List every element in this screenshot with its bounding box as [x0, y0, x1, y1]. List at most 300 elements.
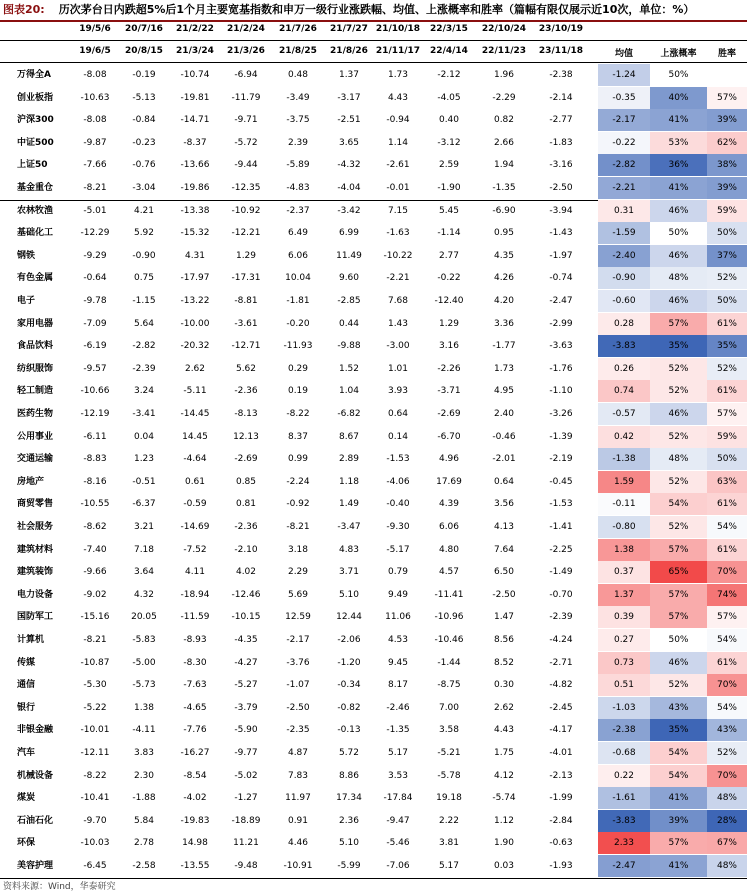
up-probability-cell: 46% — [650, 403, 707, 425]
value-cell: 0.64 — [493, 476, 515, 487]
period-end-date: 21/11/17 — [375, 46, 421, 56]
value-cell: 0.91 — [287, 815, 309, 826]
value-cell: 3.36 — [493, 318, 515, 329]
mean-cell: -0.90 — [598, 267, 650, 289]
value-cell: -2.36 — [234, 386, 258, 397]
up-probability-cell: 50% — [650, 629, 707, 651]
win-rate-cell: 50% — [707, 448, 747, 470]
value-cell: -0.01 — [386, 183, 410, 193]
win-rate-cell: 54% — [707, 697, 747, 719]
value-cell: -6.37 — [132, 499, 156, 510]
value-cell: -1.49 — [549, 567, 573, 578]
value-cell: -5.90 — [234, 725, 258, 736]
mean-cell: 0.31 — [598, 200, 650, 222]
value-cell: -9.66 — [83, 567, 107, 578]
value-cell: -11.41 — [434, 589, 464, 600]
value-cell: 1.94 — [493, 160, 515, 171]
value-cell: 5.10 — [338, 838, 360, 849]
value-cell: 1.04 — [338, 386, 360, 397]
value-cell: 4.21 — [133, 205, 155, 216]
value-cell: 1.29 — [235, 250, 257, 261]
value-cell: -5.13 — [132, 92, 156, 103]
value-cell: -9.78 — [83, 296, 107, 306]
value-cell: -8.13 — [234, 409, 258, 419]
value-cell: -0.63 — [549, 838, 573, 849]
value-cell: 2.40 — [493, 409, 515, 419]
row-label: 基础化工 — [17, 228, 54, 239]
value-cell: -2.25 — [549, 544, 573, 555]
value-cell: -8.08 — [83, 115, 107, 126]
win-rate-cell: 57% — [707, 606, 747, 628]
up-probability-cell: 41% — [650, 109, 707, 131]
row-label: 钢铁 — [17, 250, 36, 261]
value-cell: -8.22 — [286, 409, 310, 419]
value-cell: -4.64 — [183, 454, 207, 465]
value-cell: -8.21 — [83, 635, 107, 645]
value-cell: -2.13 — [549, 770, 573, 781]
value-cell: 7.64 — [493, 544, 515, 555]
value-cell: 1.90 — [493, 838, 515, 849]
period-start-date: 21/7/27 — [330, 24, 368, 34]
period-start-date: 21/2/24 — [227, 24, 265, 34]
win-rate-cell: 52% — [707, 742, 747, 764]
value-cell: 5.84 — [133, 815, 155, 826]
up-probability-cell: 57% — [650, 584, 707, 606]
value-cell: -5.89 — [286, 160, 310, 171]
value-cell: 3.71 — [338, 567, 360, 578]
value-cell: -0.90 — [132, 250, 156, 261]
value-cell: -2.36 — [234, 522, 258, 532]
mean-cell: -2.21 — [598, 177, 650, 199]
value-cell: -19.81 — [180, 92, 210, 103]
win-rate-cell: 39% — [707, 177, 747, 199]
value-cell: 17.69 — [436, 476, 462, 487]
value-cell: -9.29 — [83, 250, 107, 261]
value-cell: -13.66 — [180, 160, 210, 171]
value-cell: 1.49 — [338, 499, 360, 510]
win-rate-cell: 39% — [707, 109, 747, 131]
mean-cell: 0.37 — [598, 561, 650, 583]
value-cell: -6.70 — [437, 431, 461, 442]
value-cell: -10.92 — [231, 205, 261, 216]
mean-cell: 0.73 — [598, 652, 650, 674]
value-cell: -10.74 — [180, 70, 210, 80]
mean-cell: -0.35 — [598, 87, 650, 109]
value-cell: -1.93 — [549, 861, 573, 871]
value-cell: -0.51 — [132, 476, 156, 487]
value-cell: -5.78 — [437, 770, 461, 781]
value-cell: -1.35 — [386, 725, 410, 736]
value-cell: -2.39 — [549, 612, 573, 623]
header-bottom-rule — [0, 62, 747, 63]
value-cell: 0.30 — [493, 680, 515, 691]
value-cell: -17.97 — [180, 273, 210, 284]
value-cell: -3.63 — [549, 341, 573, 352]
win-rate-cell: 57% — [707, 87, 747, 109]
value-cell: -2.14 — [549, 92, 573, 103]
value-cell: -0.46 — [492, 431, 516, 442]
period-end-date: 22/4/14 — [430, 46, 468, 56]
win-rate-cell: 70% — [707, 674, 747, 696]
row-label: 建筑材料 — [17, 544, 54, 555]
value-cell: -2.71 — [549, 657, 573, 668]
up-probability-cell: 46% — [650, 290, 707, 312]
value-cell: -2.50 — [286, 702, 310, 713]
source-note: 资料来源：Wind，华泰研究 — [3, 882, 116, 892]
mean-cell: 1.38 — [598, 539, 650, 561]
value-cell: -10.41 — [80, 793, 110, 804]
value-cell: -7.40 — [83, 544, 107, 555]
value-cell: -4.27 — [234, 657, 258, 668]
value-cell: 5.72 — [338, 748, 360, 758]
value-cell: -3.75 — [286, 115, 310, 126]
value-cell: -7.52 — [183, 544, 207, 555]
up-probability-cell: 53% — [650, 132, 707, 154]
up-probability-cell: 46% — [650, 245, 707, 267]
value-cell: 8.56 — [493, 635, 515, 645]
row-label: 医药生物 — [17, 409, 54, 419]
value-cell: -11.79 — [231, 92, 261, 103]
value-cell: -2.77 — [549, 115, 573, 126]
value-cell: -1.77 — [492, 341, 516, 352]
value-cell: 11.49 — [336, 250, 362, 261]
value-cell: 4.13 — [493, 522, 515, 532]
value-cell: 3.81 — [438, 838, 460, 849]
value-cell: -6.11 — [83, 431, 107, 442]
value-cell: 20.05 — [131, 612, 157, 623]
value-cell: -9.30 — [386, 522, 410, 532]
row-label: 社会服务 — [17, 522, 54, 532]
win-rate-cell: 54% — [707, 516, 747, 538]
mean-cell: 1.37 — [598, 584, 650, 606]
value-cell: 2.29 — [287, 567, 309, 578]
row-label: 农林牧渔 — [17, 205, 54, 216]
period-end-date: 19/6/5 — [79, 46, 111, 56]
value-cell: -2.50 — [549, 183, 573, 193]
value-cell: -10.87 — [80, 657, 110, 668]
up-probability-cell: 35% — [650, 719, 707, 741]
value-cell: -0.92 — [286, 499, 310, 510]
value-cell: 0.79 — [387, 567, 409, 578]
value-cell: -7.09 — [83, 318, 107, 329]
value-cell: 3.83 — [133, 748, 155, 758]
value-cell: -4.02 — [183, 793, 207, 804]
value-cell: 0.03 — [493, 861, 515, 871]
row-label: 计算机 — [17, 635, 45, 645]
win-rate-cell: 70% — [707, 561, 747, 583]
mean-cell: 0.26 — [598, 358, 650, 380]
value-cell: -2.06 — [337, 635, 361, 645]
value-cell: 6.49 — [287, 228, 309, 239]
value-cell: -7.06 — [386, 861, 410, 871]
value-cell: 1.52 — [338, 363, 360, 374]
up-probability-cell: 46% — [650, 200, 707, 222]
up-probability-cell: 50% — [650, 64, 707, 86]
row-label: 环保 — [17, 838, 36, 849]
value-cell: -18.94 — [180, 589, 210, 600]
value-cell: -0.84 — [132, 115, 156, 126]
header-divider — [0, 40, 747, 41]
value-cell: -10.91 — [283, 861, 313, 871]
value-cell: -1.97 — [549, 250, 573, 261]
row-label: 传媒 — [17, 657, 36, 668]
value-cell: 0.64 — [387, 409, 409, 419]
value-cell: -3.71 — [437, 386, 461, 397]
value-cell: -2.50 — [492, 589, 516, 600]
up-probability-cell: 57% — [650, 313, 707, 335]
value-cell: 8.37 — [287, 431, 309, 442]
value-cell: -5.99 — [337, 861, 361, 871]
value-cell: -8.21 — [83, 183, 107, 193]
value-cell: 4.43 — [387, 92, 409, 103]
period-end-date: 22/11/23 — [481, 46, 527, 56]
row-label: 煤炭 — [17, 793, 36, 804]
win-rate-cell: 35% — [707, 335, 747, 357]
win-rate-cell: 61% — [707, 493, 747, 515]
value-cell: 17.34 — [336, 793, 362, 804]
value-cell: -0.74 — [549, 273, 573, 284]
value-cell: 7.18 — [133, 544, 155, 555]
mean-cell: -3.83 — [598, 810, 650, 832]
value-cell: -7.76 — [183, 725, 207, 736]
value-cell: -8.30 — [183, 657, 207, 668]
value-cell: 4.31 — [184, 250, 206, 261]
win-rate-cell: 50% — [707, 222, 747, 244]
value-cell: 4.20 — [493, 296, 515, 306]
figure-label: 图表20: — [3, 3, 45, 16]
value-cell: 8.52 — [493, 657, 515, 668]
win-rate-cell: 28% — [707, 810, 747, 832]
value-cell: -1.07 — [286, 680, 310, 691]
value-cell: 8.17 — [387, 680, 409, 691]
row-label: 国防军工 — [17, 612, 54, 623]
value-cell: 3.18 — [287, 544, 309, 555]
value-cell: -12.35 — [231, 183, 261, 193]
value-cell: -2.46 — [386, 702, 410, 713]
value-cell: -17.31 — [231, 273, 261, 284]
value-cell: 2.22 — [438, 815, 460, 826]
value-cell: -1.81 — [286, 296, 310, 306]
value-cell: -10.46 — [434, 635, 464, 645]
value-cell: -14.69 — [180, 522, 210, 532]
row-label: 电力设备 — [17, 589, 54, 600]
value-cell: 4.35 — [493, 250, 515, 261]
value-cell: 0.85 — [235, 476, 257, 487]
up-probability-cell: 52% — [650, 674, 707, 696]
value-cell: -1.39 — [549, 431, 573, 442]
value-cell: -16.27 — [180, 748, 210, 758]
value-cell: -10.63 — [80, 92, 110, 103]
value-cell: -4.65 — [183, 702, 207, 713]
value-cell: -2.51 — [337, 115, 361, 126]
row-label: 创业板指 — [17, 92, 54, 103]
value-cell: -3.79 — [234, 702, 258, 713]
value-cell: -5.83 — [132, 635, 156, 645]
value-cell: 1.43 — [387, 318, 409, 329]
value-cell: 4.80 — [438, 544, 460, 555]
value-cell: 1.73 — [387, 70, 409, 80]
value-cell: 0.48 — [287, 70, 309, 80]
value-cell: 0.29 — [287, 363, 309, 374]
value-cell: -0.70 — [549, 589, 573, 600]
value-cell: 12.44 — [336, 612, 362, 623]
period-end-date: 21/8/25 — [279, 46, 317, 56]
value-cell: -1.15 — [132, 296, 156, 306]
row-label: 上证50 — [17, 160, 48, 171]
mean-cell: 0.22 — [598, 765, 650, 787]
value-cell: -2.85 — [337, 296, 361, 306]
value-cell: -4.24 — [549, 635, 573, 645]
row-label: 轻工制造 — [17, 386, 54, 397]
value-cell: 14.45 — [182, 431, 208, 442]
value-cell: 5.45 — [438, 205, 460, 216]
value-cell: -5.73 — [132, 680, 156, 691]
value-cell: -8.16 — [83, 476, 107, 487]
value-cell: -4.17 — [549, 725, 573, 736]
value-cell: -10.15 — [231, 612, 261, 623]
row-label: 基金重仓 — [17, 183, 54, 193]
value-cell: 4.96 — [438, 454, 460, 465]
value-cell: -5.30 — [83, 680, 107, 691]
value-cell: 11.97 — [285, 793, 311, 804]
value-cell: -3.76 — [286, 657, 310, 668]
value-cell: 3.64 — [133, 567, 155, 578]
value-cell: 5.69 — [287, 589, 309, 600]
value-cell: -3.04 — [132, 183, 156, 193]
period-start-date: 20/7/16 — [125, 24, 163, 34]
value-cell: 3.21 — [133, 522, 155, 532]
value-cell: 7.83 — [287, 770, 309, 781]
value-cell: 7.68 — [387, 296, 409, 306]
value-cell: -2.47 — [549, 296, 573, 306]
up-probability-cell: 48% — [650, 448, 707, 470]
period-end-date: 21/8/26 — [330, 46, 368, 56]
row-label: 公用事业 — [17, 431, 54, 442]
up-probability-cell: 46% — [650, 652, 707, 674]
value-cell: 7.00 — [438, 702, 460, 713]
value-cell: 1.47 — [493, 612, 515, 623]
value-cell: -1.41 — [549, 522, 573, 532]
value-cell: -1.35 — [492, 183, 516, 193]
value-cell: 4.26 — [493, 273, 515, 284]
value-cell: -2.10 — [234, 544, 258, 555]
row-label: 有色金属 — [17, 273, 54, 284]
value-cell: -4.11 — [132, 725, 156, 736]
value-cell: -14.45 — [180, 409, 210, 419]
value-cell: -1.44 — [437, 657, 461, 668]
value-cell: -12.46 — [231, 589, 261, 600]
value-cell: 11.21 — [233, 838, 259, 849]
value-cell: 2.36 — [338, 815, 360, 826]
value-cell: -8.62 — [83, 522, 107, 532]
win-rate-cell: 52% — [707, 358, 747, 380]
mean-cell: -2.17 — [598, 109, 650, 131]
row-label: 沪深300 — [17, 115, 54, 126]
row-label: 汽车 — [17, 748, 36, 758]
up-probability-cell: 41% — [650, 177, 707, 199]
value-cell: -0.40 — [386, 499, 410, 510]
mean-cell: 0.42 — [598, 426, 650, 448]
value-cell: -15.32 — [180, 228, 210, 239]
win-rate-cell: 61% — [707, 313, 747, 335]
value-cell: -2.19 — [549, 454, 573, 465]
value-cell: 4.39 — [438, 499, 460, 510]
value-cell: -9.02 — [83, 589, 107, 600]
win-rate-cell: 48% — [707, 855, 747, 877]
value-cell: -5.21 — [437, 748, 461, 758]
period-start-date: 19/5/6 — [79, 24, 111, 34]
value-cell: -8.75 — [437, 680, 461, 691]
value-cell: -0.34 — [337, 680, 361, 691]
value-cell: 9.60 — [338, 273, 360, 284]
value-cell: -12.40 — [434, 296, 464, 306]
win-rate-cell — [707, 64, 747, 86]
up-probability-cell: 35% — [650, 335, 707, 357]
value-cell: -9.77 — [234, 748, 258, 758]
value-cell: 7.15 — [387, 205, 409, 216]
value-cell: 3.16 — [438, 341, 460, 352]
value-cell: 0.44 — [338, 318, 360, 329]
value-cell: -2.29 — [492, 92, 516, 103]
up-probability-cell: 52% — [650, 516, 707, 538]
value-cell: -1.99 — [549, 793, 573, 804]
value-cell: 0.99 — [287, 454, 309, 465]
value-cell: -5.27 — [234, 680, 258, 691]
value-cell: 5.17 — [438, 861, 460, 871]
value-cell: 9.45 — [387, 657, 409, 668]
value-cell: -9.87 — [83, 137, 107, 148]
value-cell: -19.86 — [180, 183, 210, 193]
value-cell: -12.19 — [80, 409, 110, 419]
up-probability-cell: 54% — [650, 765, 707, 787]
up-probability-cell: 65% — [650, 561, 707, 583]
value-cell: 8.67 — [338, 431, 360, 442]
value-cell: -3.42 — [337, 205, 361, 216]
value-cell: 0.61 — [184, 476, 206, 487]
value-cell: -5.72 — [234, 137, 258, 148]
summary-header: 胜率 — [717, 49, 736, 59]
value-cell: 12.59 — [285, 612, 311, 623]
value-cell: 4.46 — [287, 838, 309, 849]
mean-cell: -1.38 — [598, 448, 650, 470]
value-cell: -5.74 — [492, 793, 516, 804]
period-start-date: 22/3/15 — [430, 24, 468, 34]
value-cell: 4.02 — [235, 567, 257, 578]
mean-cell: -2.40 — [598, 245, 650, 267]
value-cell: 0.75 — [133, 273, 155, 284]
value-cell: 5.62 — [235, 363, 257, 374]
value-cell: -2.39 — [132, 363, 156, 374]
win-rate-cell: 62% — [707, 132, 747, 154]
value-cell: -3.61 — [234, 318, 258, 329]
up-probability-cell: 48% — [650, 267, 707, 289]
value-cell: 0.40 — [438, 115, 460, 126]
row-label: 银行 — [17, 702, 36, 713]
mean-cell: 0.51 — [598, 674, 650, 696]
win-rate-cell: 57% — [707, 403, 747, 425]
value-cell: -2.82 — [132, 341, 156, 352]
value-cell: 1.96 — [493, 70, 515, 80]
row-label: 非银金融 — [17, 725, 54, 736]
value-cell: 1.14 — [387, 137, 409, 148]
figure-title-text: 历次茅台日内跌超5%后1个月主要宽基指数和申万一级行业涨跌幅、均值、上涨概率和胜率（篇幅有限仅展示近10次，单位：%） — [58, 3, 695, 16]
row-label: 石油石化 — [17, 815, 54, 826]
value-cell: -13.22 — [180, 296, 210, 306]
win-rate-cell: 59% — [707, 426, 747, 448]
value-cell: -4.83 — [286, 183, 310, 193]
value-cell: -1.83 — [549, 137, 573, 148]
value-cell: -5.11 — [183, 386, 207, 397]
